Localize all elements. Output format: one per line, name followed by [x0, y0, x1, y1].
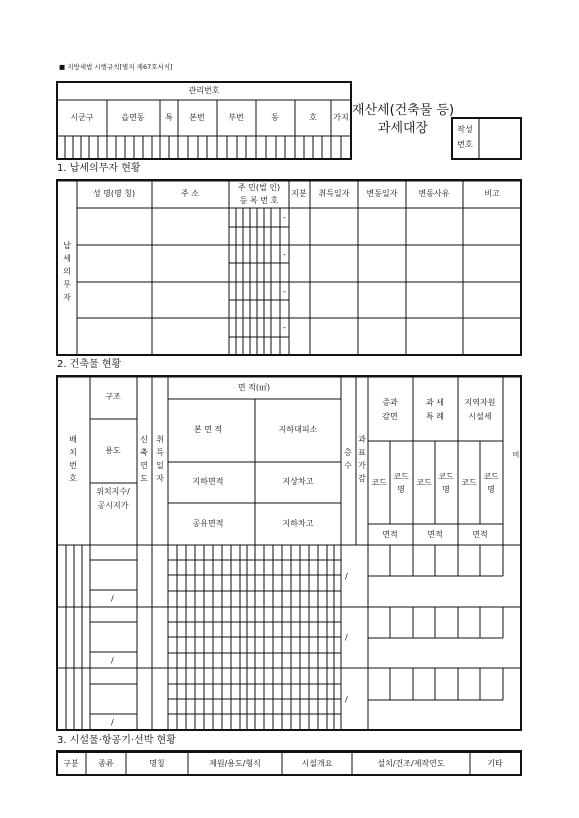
main-area: 본 면 적 — [193, 425, 223, 434]
floors-1: 층 — [344, 448, 352, 457]
taxadj-4: 감 — [358, 474, 366, 483]
col-location-2: 공시지가 — [97, 501, 129, 510]
taxpayer-side-2: 세 — [63, 254, 71, 263]
location-slash: / — [111, 594, 114, 603]
newyear-3: 연 — [140, 461, 148, 470]
acqdate-1: 취 — [156, 435, 164, 444]
special-1: 과 세 — [426, 398, 444, 407]
acqdate-4: 자 — [156, 474, 164, 483]
id-dash: - — [283, 250, 286, 259]
mgmt-col-dong: 동 — [271, 113, 279, 122]
s3-col-category: 구분 — [63, 759, 79, 768]
col-use: 용도 — [105, 446, 121, 455]
shared-area: 공유면적 — [192, 519, 224, 528]
section1-title: 1. 납세의무자 현황 — [57, 163, 141, 174]
ground-garage: 지상차고 — [282, 477, 314, 486]
mgmt-col-special: 특 — [165, 113, 173, 122]
code-label: 코드 — [416, 478, 432, 487]
col-id-2: 등 록 번 호 — [239, 196, 279, 205]
regional-1: 지역자원 — [464, 398, 496, 407]
seq-3: 번 — [69, 461, 77, 470]
mgmt-col-sub-no: 부번 — [228, 113, 244, 122]
code-label: 코드 — [371, 478, 387, 487]
taxpayer-side-1: 납 — [63, 241, 71, 250]
underground-garage: 지하차고 — [282, 519, 314, 528]
floors-slash: / — [345, 633, 348, 642]
form-title-line1: 재산세(건축물 등) — [351, 103, 455, 118]
section2-title: 2. 건축물 현황 — [57, 359, 122, 370]
mgmt-col-ho: 호 — [309, 113, 317, 122]
regional-2: 시설세 — [468, 412, 492, 421]
codename-1: 코드 — [483, 472, 499, 481]
taxpayer-side-4: 무 — [63, 280, 71, 289]
mgmt-col-branch: 가지 — [333, 113, 349, 122]
floors-slash: / — [345, 572, 348, 581]
newyear-1: 신 — [140, 435, 148, 444]
mgmt-col-main-no: 본번 — [189, 113, 205, 122]
s3-col-etc: 기타 — [487, 759, 503, 768]
col-note: 비고 — [484, 189, 500, 198]
id-dash: - — [283, 213, 286, 222]
codename-2: 명 — [442, 485, 450, 494]
col-acq-date: 취득일자 — [318, 189, 350, 198]
taxadj-2: 표 — [358, 448, 366, 457]
s3-col-year: 설치/건조/제작연도 — [377, 759, 445, 768]
s3-col-overview: 시설개요 — [301, 759, 333, 768]
area-label: 면적 — [382, 530, 398, 539]
col-change-date: 변동일자 — [366, 189, 398, 198]
col-location-1: 위치지수/ — [96, 487, 130, 496]
s3-col-name: 명칭 — [149, 759, 165, 768]
s3-col-spec: 제원/용도/형식 — [209, 759, 261, 768]
form-title-line2: 과세대장 — [377, 121, 429, 136]
codename-1: 코드 — [438, 472, 454, 481]
codename-1: 코드 — [393, 472, 409, 481]
writer-label-2: 번호 — [457, 140, 473, 149]
underground-area: 지하면적 — [192, 477, 224, 486]
codename-2: 명 — [397, 485, 405, 494]
taxadj-1: 과 — [358, 435, 366, 444]
acqdate-2: 득 — [156, 448, 164, 457]
mgmt-col-eupmyeondong: 읍면동 — [121, 113, 145, 122]
floors-2: 수 — [344, 461, 352, 470]
id-dash: - — [283, 323, 286, 332]
mgmt-title: 관리번호 — [188, 86, 220, 95]
id-dash: - — [283, 287, 286, 296]
code-label: 코드 — [461, 478, 477, 487]
col-address: 주 소 — [181, 189, 199, 198]
reduce-1: 증과 — [382, 398, 398, 407]
acqdate-3: 일 — [156, 461, 164, 470]
section3-title: 3. 시설물·항공기·선박 현황 — [57, 735, 176, 746]
location-slash: / — [111, 656, 114, 665]
special-2: 특 례 — [426, 412, 444, 421]
taxpayer-side-5: 자 — [63, 293, 71, 302]
codename-2: 명 — [487, 485, 495, 494]
taxpayer-side-3: 의 — [63, 267, 71, 276]
seq-1: 배 — [69, 435, 77, 444]
area-label: 면적 — [427, 530, 443, 539]
edge-text: 비 — [512, 451, 520, 459]
taxadj-3: 가 — [358, 461, 366, 470]
location-slash: / — [111, 718, 114, 727]
col-change-reason: 변동사유 — [418, 189, 450, 198]
regulation-reference: ■ 지방세법 시행규칙[별지 제67호서식] — [59, 63, 173, 71]
col-share: 지분 — [291, 189, 307, 198]
col-structure: 구조 — [105, 392, 121, 401]
seq-2: 치 — [69, 448, 77, 457]
seq-4: 호 — [69, 474, 77, 483]
basement-shelter: 지하대피소 — [278, 425, 318, 434]
newyear-2: 축 — [140, 448, 148, 457]
writer-label-1: 작성 — [457, 125, 473, 134]
col-name: 성 명(명 칭) — [92, 189, 136, 198]
mgmt-col-sigungu: 시군구 — [70, 113, 94, 122]
floors-slash: / — [345, 695, 348, 704]
area-label: 면적 — [472, 530, 488, 539]
newyear-4: 도 — [140, 474, 148, 483]
reduce-2: 감면 — [382, 412, 398, 421]
section3-table — [57, 751, 521, 775]
area-title: 면 적(㎡) — [237, 383, 271, 392]
col-id-1: 주 민(법 인) — [237, 183, 281, 192]
s3-col-kind: 종류 — [98, 759, 114, 768]
